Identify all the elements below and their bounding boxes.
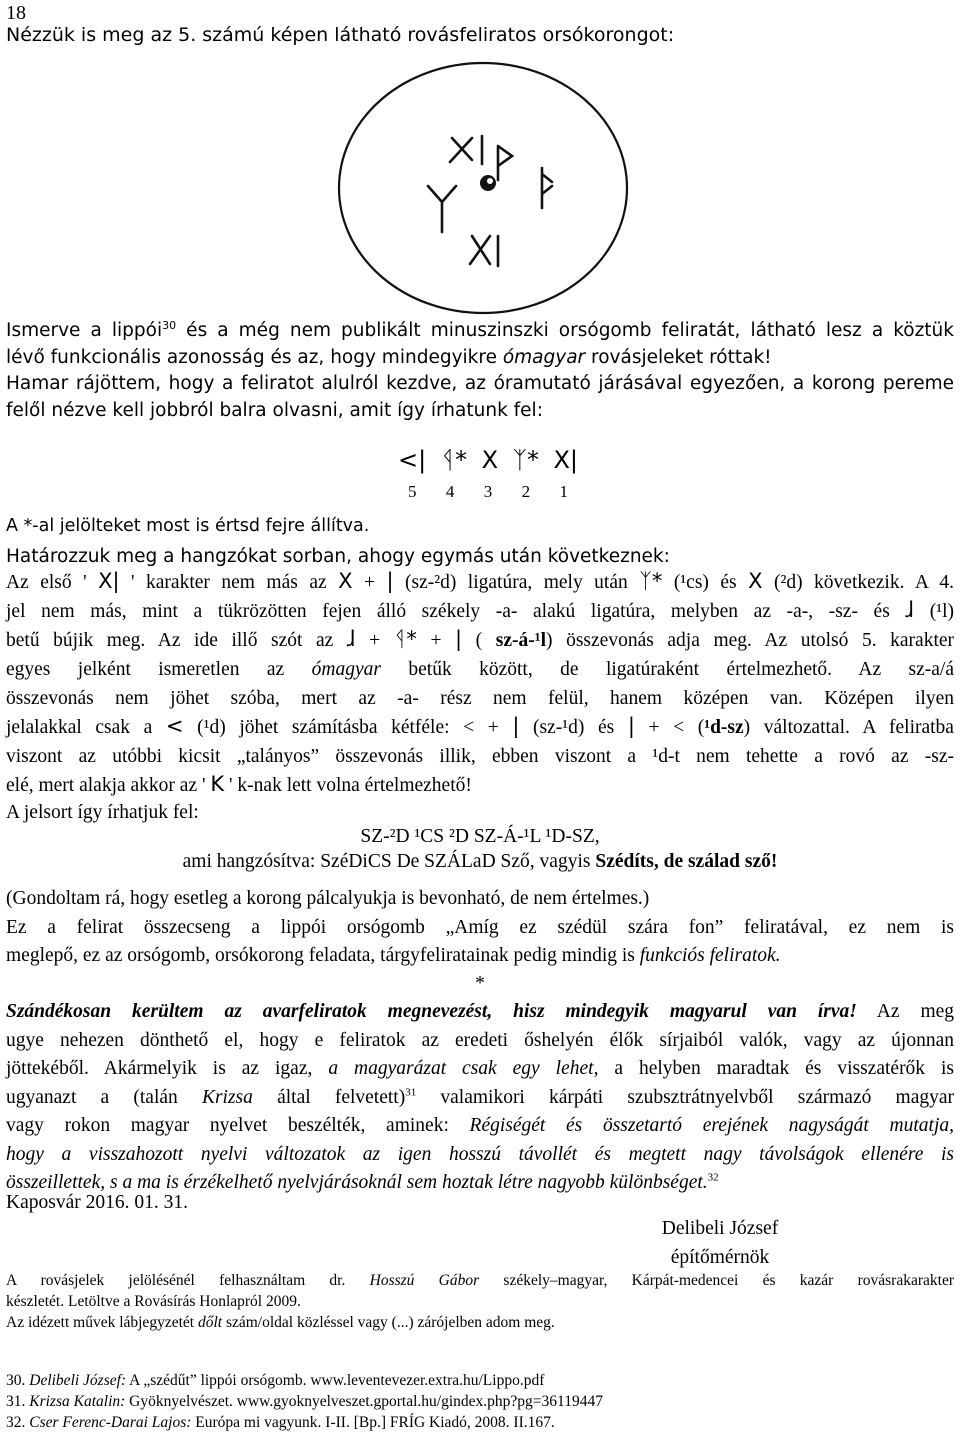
rune-marks: [428, 136, 552, 266]
rune-num-5: 5: [408, 482, 417, 501]
rune-2: ᛉ*: [512, 446, 539, 474]
rune-4: ᛩ*: [440, 446, 468, 474]
rune-num-1: 1: [559, 482, 568, 501]
paragraph-1: Ismerve a lippói$^{30}$ és a még nem publikált minuszinszki orsógomb feliratát, látható lesz a köztük lévő funkcionális azonosság és az, hogy mindegyikre ómagyar rovásjeleket róttak! Hamar rájöttem, hogy a feliratot alulról kezdve, az óramutató járásával egyezően, a korong pereme felől nézve kell jobbról balra olvasni, amit így írhatunk fel:: [6, 318, 955, 421]
place-date: Kaposvár 2016. 01. 31.: [6, 1192, 188, 1213]
rune-1: X|: [553, 446, 578, 474]
jelsor-label: A jelsort így írhatjuk fel:: [6, 802, 199, 823]
notes: A rovásjelek jelölésénél felhasználtam dr. Hosszú Gábor székely–magyar, Kárpát-medencei és kazár rovásrakarakter készletét. Letöltve a Rovásírás Honlapról 2009. Az idézett művek lábjegyzetét dőlt szám/oldal közléssel vagy (...) zárójelben adom meg.: [6, 1272, 954, 1331]
formula: SZ-²D ¹CS ²D SZ-Á-¹L ¹D-SZ,: [360, 826, 600, 847]
parenthetical: (Gondoltam rá, hogy esetleg a korong pálcalyukja is bevonható, de nem értelmes.): [6, 888, 650, 909]
rune-5: <|: [398, 446, 427, 474]
paragraph-2-intro: Határozzuk meg a hangzókat sorban, ahogy egymás után következnek:: [6, 546, 670, 567]
rune-row: [398, 446, 578, 502]
rune-3: X: [481, 446, 499, 474]
intro-line: Nézzük is meg az 5. számú képen látható rovásfeliratos orsókorongot:: [6, 24, 675, 46]
author-title: építőmérnök: [670, 1247, 770, 1268]
footnote-32: 32. Cser Ferenc-Darai Lajos: Európa mi vagyunk. I-II. [Bp.] FRÍG Kiadó, 2008. II.167.: [6, 1414, 555, 1431]
footnote-30: 30. Delibeli József: A „szédűt” lippói orsógomb. www.leventevezer.extra.hu/Lippo.pdf: [6, 1372, 545, 1389]
page-number: 18: [6, 2, 26, 24]
rune-num-2: 2: [521, 482, 531, 501]
paragraph-2: Az első ' X| ' karakter nem más az X + | (sz-²d) ligatúra, mely után ᛉ* (¹cs) és X (²d) következik. A 4. jel nem más, mint a tükrözötten fejen álló székely -a- alakú ligatúra, melyben az -a-, -sz- és ɺ (¹l) betű bújik meg. Az ide illő szót az ɺ + ᛩ* + | ( sz-á-¹l) összevonás adja meg. Az utolsó 5. karakter egyes jelként ismeretlen az ómagyar betűk között, de ligatúraként értelmezhető. Az sz-a/á összevonás nem jöhet szóba, mert az -a- rész nem felül, hanem középen van. Középen ilyen jelalakkal csak a < (¹d) jöhet számításba kétféle: < + | (sz-¹d) és | + < (¹d-sz) változattal. A feliratba viszont az utóbbi kicsit „talányos” összevonás illik, ebben viszont a ¹d-t nem tehette a rovó az -sz- elé, mert alakja akkor az ' K ' k-nak lett volna értelmezhető!: [6, 569, 955, 796]
author-name: Delibeli József: [661, 1218, 779, 1239]
pronunciation: ami hangzósítva: SzéDiCS De SZÁLaD Sző, vagyis Szédíts, de szálad sző!: [182, 851, 778, 872]
signature: [560, 1214, 880, 1272]
rune-num-4: 4: [445, 482, 455, 501]
paragraph-4: Szándékosan kerültem az avarfeliratok megnevezést, hisz mindegyik magyarul van írva! Az meg ugye nehezen dönthető el, hogy e feliratok az eredeti őshelyén élők sírjaiból valók, vagy az újonnan jöttekéből. Akármelyik is az igaz, a magyarázat csak egy lehet, a helyben maradtak és visszatérők is ugyanazt a (talán Krizsa által felvetett)$^{31}$ valamikori kárpáti szubsztrátnyelvből származó magyar vagy rokon magyar nyelvet beszélték, aminek: Régiségét és összetartó erejének nagyságát mutatja, hogy a visszahozott nyelvi változatok az igen hosszú távollét és megtett nagy távolságok ellenére is összeillettek, s a ma is érzékelhető nyelvjárásoknál sem hoztak létre nagyobb különbséget.$^{32}$: [6, 1001, 955, 1193]
note-star: A *-al jelölteket most is értsd fejre állítva.: [6, 516, 370, 536]
footnotes: [6, 1370, 954, 1433]
footnote-31: 31. Krizsa Katalin: Gyöknyelvészet. www.gyoknyelveszet.gportal.hu/gindex.php?pg=36119447: [6, 1393, 603, 1410]
rune-num-3: 3: [483, 482, 493, 501]
spindle-whorl-illustration: [322, 52, 644, 324]
paragraph-3: Ez a felirat összecseng a lippói orsógomb „Amíg ez szédül szára fon” feliratával, ez nem is meglepő, ez az orsógomb, orsókorong feladata, tárgyfeliratainak pedig mindig is funkciós feliratok. *: [6, 917, 954, 994]
